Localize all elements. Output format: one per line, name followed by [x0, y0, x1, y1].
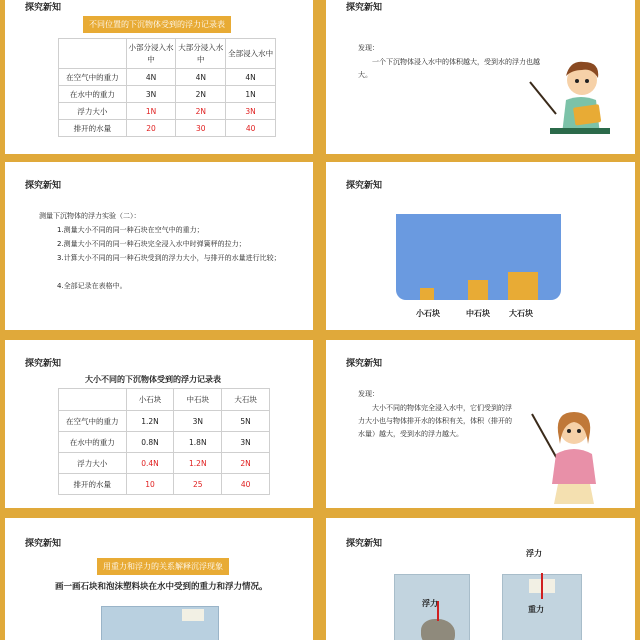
slide-title: 探究新知 [25, 359, 62, 369]
row-label: 排开的水量 [59, 474, 127, 495]
slide-3 [5, 162, 313, 330]
header-cell [59, 389, 127, 411]
table-tag: 不同位置的下沉物体受到的浮力记录表 [83, 16, 231, 33]
table-cell: 3N [174, 411, 222, 432]
slide-title: 探究新知 [25, 539, 62, 549]
stone-label-small: 小石块 [416, 309, 440, 318]
table-cell: 2N [176, 103, 226, 120]
buoyancy-label-top: 浮力 [526, 549, 542, 558]
header-cell: 小部分浸入水中 [126, 39, 176, 69]
force-arrows [541, 573, 543, 599]
slide-title: 探究新知 [25, 3, 62, 13]
table-cell: 4N [226, 69, 276, 86]
slide-title: 探究新知 [346, 3, 383, 13]
slide-title: 探究新知 [346, 359, 383, 369]
foam-block [182, 609, 204, 621]
row-label: 在水中的重力 [59, 86, 127, 103]
finding-label: 发现： [358, 390, 379, 398]
instruction-line: 测量下沉物体的浮力实验（二）： [39, 212, 141, 220]
table-cell: 1.8N [174, 432, 222, 453]
finding-label: 发现： [358, 44, 379, 52]
stone-record-table [58, 388, 270, 495]
finding-text: 一个下沉物体浸入水中的体积越大，受到水的浮力也越大。 [358, 58, 540, 79]
small-stone [420, 288, 434, 300]
row-label: 在水中的重力 [59, 432, 127, 453]
header-cell: 中石块 [174, 389, 222, 411]
medium-stone [468, 280, 488, 300]
stone-label-medium: 中石块 [466, 309, 490, 318]
float-record-table [58, 38, 276, 137]
slide-1 [5, 0, 313, 154]
row-label: 浮力大小 [59, 103, 127, 120]
female-teacher-illustration [526, 404, 621, 504]
relation-tag: 用重力和浮力的关系解释沉浮现象 [97, 558, 229, 575]
slide-2 [326, 0, 635, 154]
instruction-line: 1.测量大小不同的同一种石块在空气中的重力； [57, 226, 204, 234]
drawing-instruction: 画一画石块和泡沫塑料块在水中受到的重力和浮力情况。 [55, 582, 268, 592]
gravity-label: 重力 [528, 605, 544, 614]
stone-in-water [421, 619, 455, 640]
table-cell: 3N [226, 103, 276, 120]
teacher-illustration [526, 54, 621, 134]
table-cell: 25 [174, 474, 222, 495]
row-label: 浮力大小 [59, 453, 127, 474]
table-cell: 4N [126, 69, 176, 86]
instruction-line: 4.全部记录在表格中。 [57, 282, 127, 290]
slide-title: 探究新知 [346, 539, 383, 549]
header-cell: 全部浸入水中 [226, 39, 276, 69]
header-cell: 小石块 [126, 389, 174, 411]
row-label: 排开的水量 [59, 120, 127, 137]
large-stone [508, 272, 538, 300]
row-label: 在空气中的重力 [59, 69, 127, 86]
table-cell: 20 [126, 120, 176, 137]
slide-title: 探究新知 [346, 181, 383, 191]
slide-5 [5, 340, 313, 508]
instruction-line: 3.计算大小不同的同一种石块受到的浮力大小，与排开的水量进行比较； [57, 254, 281, 262]
buoyancy-label-left: 浮力 [422, 599, 438, 608]
slide-4 [326, 162, 635, 330]
table-cell: 1N [126, 103, 176, 120]
slide-8 [326, 518, 635, 640]
table-cell: 40 [226, 120, 276, 137]
table-cell: 4N [176, 69, 226, 86]
slide-title: 探究新知 [25, 181, 62, 191]
header-cell: 大石块 [222, 389, 270, 411]
table-cell: 2N [176, 86, 226, 103]
table-cell: 5N [222, 411, 270, 432]
table-cell: 0.4N [126, 453, 174, 474]
table-cell: 3N [126, 86, 176, 103]
table-cell: 0.8N [126, 432, 174, 453]
water-photo [101, 606, 219, 640]
row-label: 在空气中的重力 [59, 411, 127, 432]
header-cell [59, 39, 127, 69]
instruction-line: 2.测量大小不同的同一种石块完全浸入水中时弹簧秤的拉力； [57, 240, 246, 248]
slide-6 [326, 340, 635, 508]
finding-text: 大小不同的物体完全浸入水中，它们受到的浮力大小也与物体排开水的体积有关，体积（排开的水量）越大，受到水的浮力越大。 [358, 404, 512, 438]
table-cell: 1N [226, 86, 276, 103]
stone-label-large: 大石块 [509, 309, 533, 318]
table-cell: 2N [222, 453, 270, 474]
table-cell: 30 [176, 120, 226, 137]
table-cell: 40 [222, 474, 270, 495]
table-cell: 3N [222, 432, 270, 453]
slide-7 [5, 518, 313, 640]
header-cell: 大部分浸入水中 [176, 39, 226, 69]
table-cell: 1.2N [126, 411, 174, 432]
table-cell: 1.2N [174, 453, 222, 474]
table-heading: 大小不同的下沉物体受到的浮力记录表 [85, 375, 221, 384]
table-cell: 10 [126, 474, 174, 495]
